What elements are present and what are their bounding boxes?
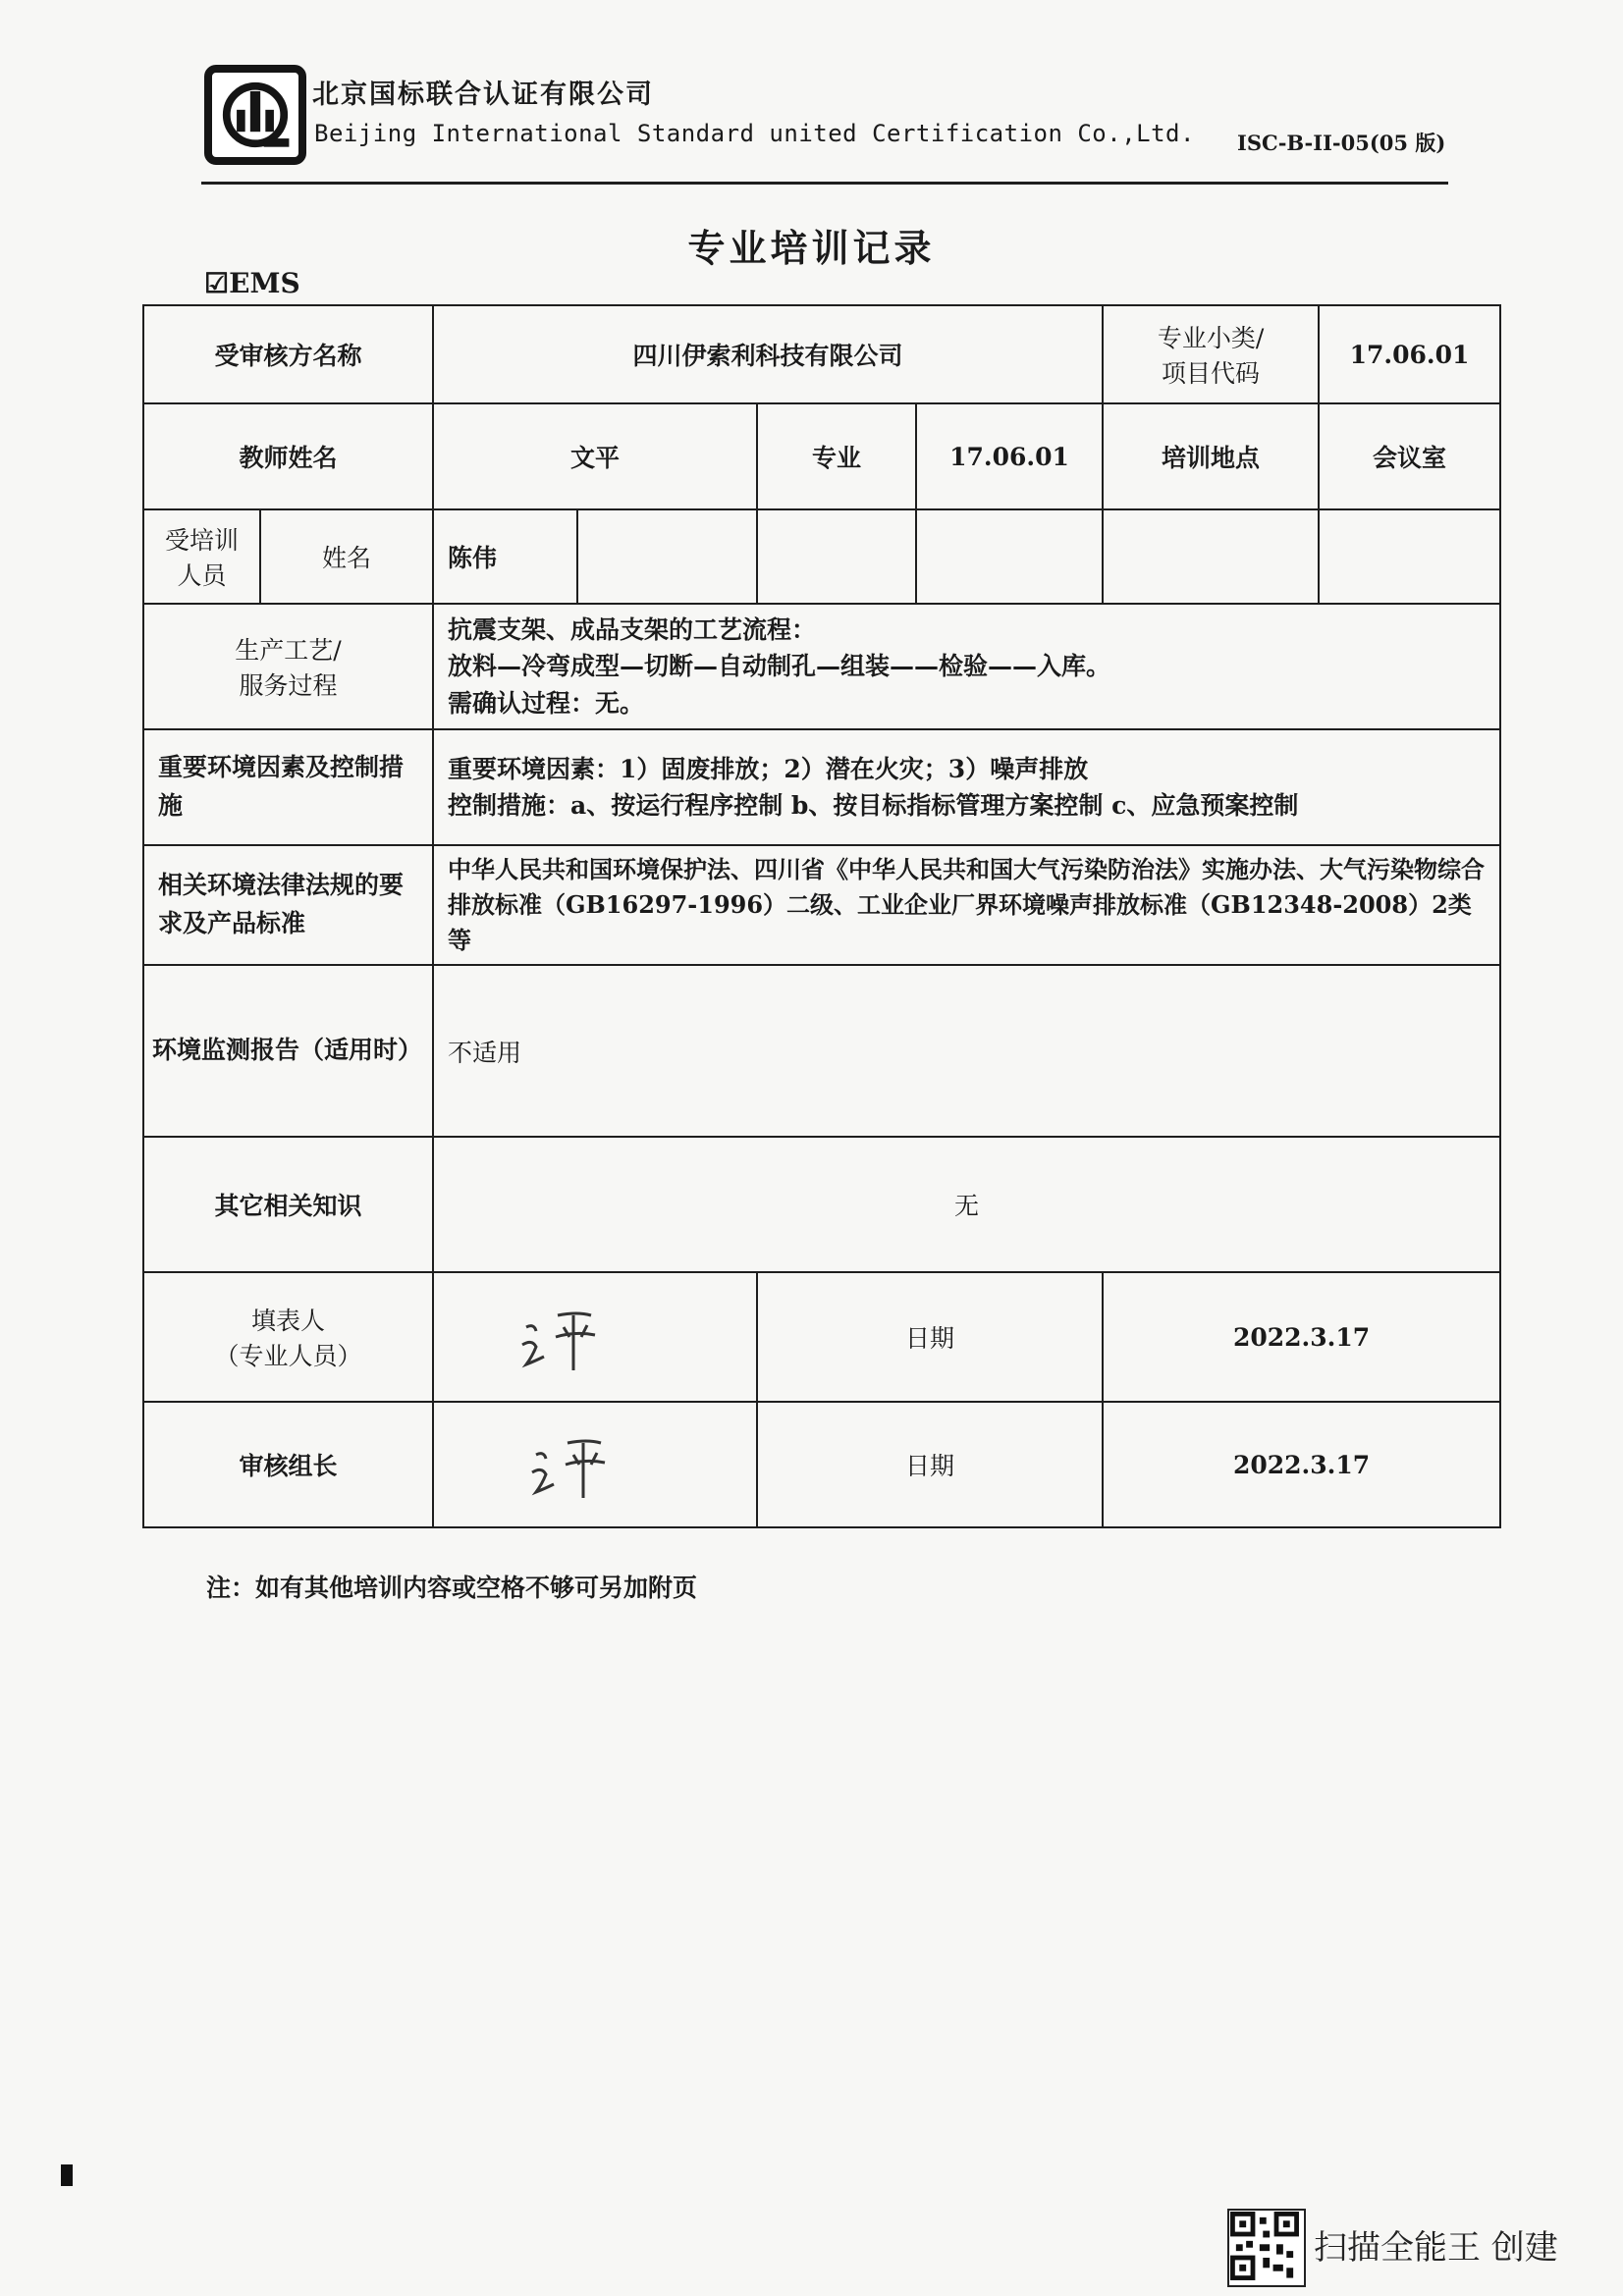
major-label: 专业 — [757, 403, 916, 509]
process-line: 抗震支架、成品支架的工艺流程： — [448, 614, 817, 644]
footnote: 注：如有其他培训内容或空格不够可另加附页 — [206, 1574, 698, 1602]
subcategory-label: 专业小类/ 项目代码 — [1103, 305, 1319, 403]
env-factor-line: 控制措施：a、按运行程序控制 b、按目标指标管理方案控制 c、应急预案控制 — [448, 791, 1299, 820]
env-factor-line: 重要环境因素：1）固废排放；2）潜在火灾；3）噪声排放 — [448, 754, 1089, 783]
filler-date-value: 2022.3.17 — [1103, 1272, 1500, 1402]
auditee-label: 受审核方名称 — [143, 305, 433, 403]
header-divider — [201, 182, 1448, 185]
env-factor-label: 重要环境因素及控制措施 — [143, 729, 433, 845]
subcategory-value: 17.06.01 — [1319, 305, 1500, 403]
leader-label: 审核组长 — [143, 1402, 433, 1527]
company-name-en: Beijing International Standard united Certification Co.,Ltd. — [314, 120, 1195, 147]
major-value: 17.06.01 — [916, 403, 1103, 509]
trainee-name-5 — [1103, 509, 1319, 604]
process-line: 放料—冷弯成型—切断—自动制孔—组装——检验——入库。 — [448, 652, 1111, 681]
monitor-value: 不适用 — [433, 965, 1500, 1137]
scan-edge-mark — [61, 2164, 73, 2186]
page-title: 专业培训记录 — [687, 226, 936, 270]
ems-checkbox-label: ☑EMS — [204, 267, 300, 299]
leader-signature — [433, 1402, 757, 1527]
env-factor-content — [433, 729, 1500, 845]
teacher-value: 文平 — [433, 403, 757, 509]
process-line: 需确认过程：无。 — [448, 688, 645, 718]
monitor-label: 环境监测报告（适用时） — [143, 965, 433, 1137]
trainee-name-1: 陈伟 — [433, 509, 577, 604]
trainee-name-3 — [757, 509, 916, 604]
trainee-name-6 — [1319, 509, 1500, 604]
training-record-table — [142, 304, 1501, 1528]
scanner-watermark: 扫描全能王 创建 — [1314, 2228, 1558, 2268]
law-label: 相关环境法律法规的要求及产品标准 — [143, 845, 433, 965]
law-content: 中华人民共和国环境保护法、四川省《中华人民共和国大气污染防治法》实施办法、大气污染物综合排放标准（GB16297-1996）二级、工业企业厂界环境噪声排放标准（GB12348-2008）2类等 — [433, 845, 1500, 965]
leader-date-value: 2022.3.17 — [1103, 1402, 1500, 1527]
form-code: ISC-B-II-05(05 版) — [1237, 131, 1446, 155]
leader-date-label: 日期 — [757, 1402, 1103, 1527]
process-label: 生产工艺/ 服务过程 — [143, 604, 433, 729]
trainee-name-4 — [916, 509, 1103, 604]
teacher-label: 教师姓名 — [143, 403, 433, 509]
auditee-value: 四川伊索利科技有限公司 — [433, 305, 1103, 403]
other-knowledge-label: 其它相关知识 — [143, 1137, 433, 1272]
company-name-cn: 北京国标联合认证有限公司 — [312, 80, 654, 110]
trainee-name-label: 姓名 — [260, 509, 433, 604]
other-knowledge-value: 无 — [433, 1137, 1500, 1272]
location-value: 会议室 — [1319, 403, 1500, 509]
trainee-label: 受培训 人员 — [143, 509, 260, 604]
qr-code-icon — [1227, 2209, 1306, 2287]
trainee-name-2 — [577, 509, 757, 604]
isc-logo-icon — [204, 65, 306, 165]
filler-label: 填表人 （专业人员） — [143, 1272, 433, 1402]
filler-signature — [433, 1272, 757, 1402]
process-content — [433, 604, 1500, 729]
filler-date-label: 日期 — [757, 1272, 1103, 1402]
location-label: 培训地点 — [1103, 403, 1319, 509]
